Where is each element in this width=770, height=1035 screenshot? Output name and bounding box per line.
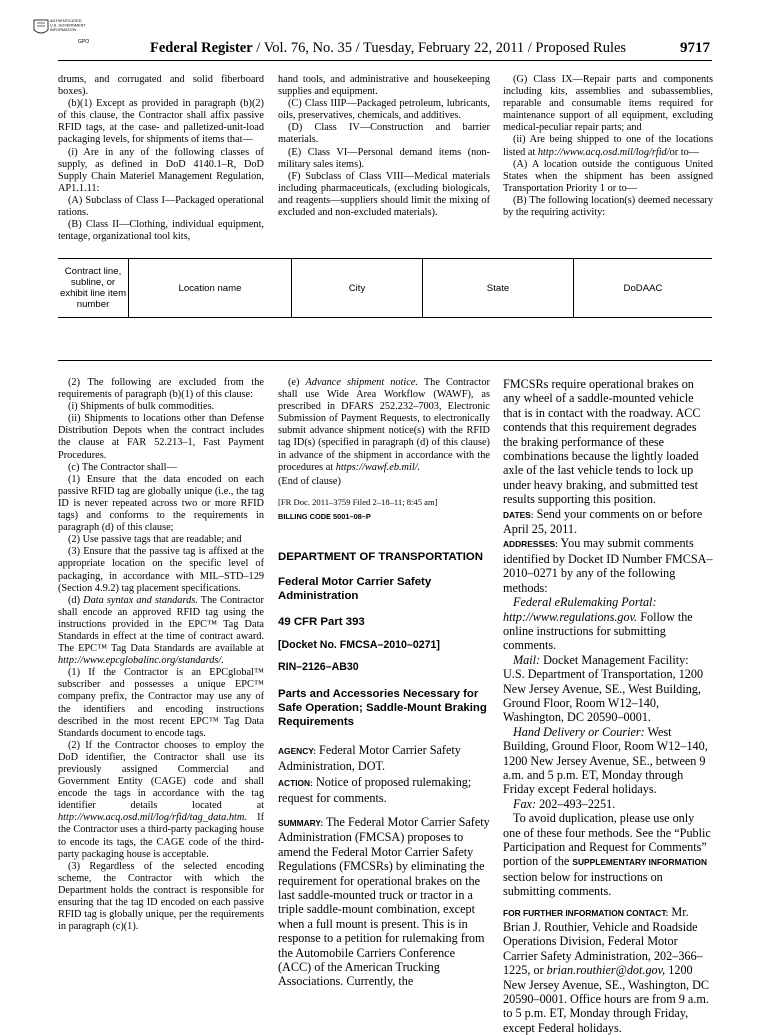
end-of-clause: (End of clause)	[278, 475, 341, 487]
paragraph: (i) Are in any of the following classes of supply, as defined in DoD 4140.1–R, DoD Supply Chain Materiel Management Regulation, AP1.1.11:	[58, 146, 264, 194]
paragraph: (A) Subclass of Class I—Packaged operational rations.	[58, 194, 264, 219]
text: Mr. Brian J. Routhier, Vehicle and Roadside Operations Division, Federal Motor Carrier Safety Administration, 202–366–1225, or	[503, 904, 703, 978]
text: (e)	[288, 377, 306, 388]
paragraph	[503, 653, 713, 725]
paragraph	[503, 725, 713, 797]
label: SUMMARY:	[278, 817, 324, 828]
paragraph: (ii) Shipments to locations other than Defense Distribution Depots when the contract includes the clause at FAR 52.213–1, Fast Payment Procedures.	[58, 413, 264, 461]
bottom-column-1	[58, 377, 264, 933]
text: You may submit comments identified by Docket ID Number FMCSA–2010–0271 by any of the following methods:	[503, 536, 713, 595]
paragraph: (2) Use passive tags that are readable; and	[68, 534, 242, 546]
table-header-line-item: Contract line, subline, or exhibit line item number	[59, 266, 127, 310]
text: (d)	[68, 594, 84, 606]
journal-name: Federal Register	[150, 40, 253, 56]
text: 1200 New Jersey Avenue, SE., Washington, DC 20590–0001. Office hours are from 9 a.m. to 5 p.m. ET, Monday through Friday, except Federal holidays.	[503, 963, 710, 1035]
label: DATES:	[503, 509, 534, 520]
seal-line: GPO	[78, 39, 90, 45]
table-header-location: Location name	[178, 282, 242, 294]
top-column-3	[503, 74, 713, 219]
text: Federal Motor Carrier Safety Administration, DOT.	[278, 743, 461, 773]
table-bottom-rule	[58, 360, 712, 361]
paragraph: (E) Class VI—Personal demand items (non-military sales items).	[278, 146, 490, 170]
billing-code: BILLING CODE 5001–08–P	[278, 511, 371, 521]
text: If the Contractor uses a third-party packaging house to encode its tags, the CAGE code of the third-party packaging house is acceptable.	[58, 812, 264, 860]
page-number: 9717	[680, 40, 710, 56]
action-block	[278, 775, 490, 805]
text: The Federal Motor Carrier Safety Administration (FMCSA) proposes to amend the Federal Motor Carrier Safety Regulations (FMCSRs) by eliminating the requirement for operational brakes on the last saddle-mounted truck or tractor in a triple saddle-mount combination, except when a full mount is present. This is in response to a petition for rulemaking from the Automobile Carriers Conference (ACC) of the American Trucking Associations. Currently, the	[278, 814, 490, 989]
text: (ii) Are being shipped to one of the locations listed at	[503, 134, 713, 158]
paragraph: (C) Class IIIP—Packaged petroleum, lubricants, oils, preservatives, chemicals, and additives.	[278, 98, 490, 122]
paragraph: (1) Ensure that the data encoded on each passive RFID tag are globally unique (i.e., the tag ID is never repeated across two or more RFID tags) and conforms to the requirements in paragraph (d) of this clause;	[58, 473, 264, 534]
text: section below for instructions on submitting comments.	[503, 869, 663, 899]
paragraph: (i) Shipments of bulk commodities.	[68, 401, 215, 413]
italic-heading: Advance shipment notice.	[305, 377, 418, 388]
label: AGENCY:	[278, 746, 316, 757]
running-header	[150, 40, 710, 60]
paragraph	[503, 134, 713, 158]
dates-block	[503, 507, 713, 537]
docket-heading: [Docket No. FMCSA–2010–0271]	[278, 638, 440, 651]
rule-title: Parts and Accessories Necessary for Safe Operation; Saddle-Mount Braking Requirements	[278, 688, 487, 729]
contact-block	[503, 905, 713, 1035]
paragraph	[503, 811, 713, 898]
cfr-heading: 49 CFR Part 393	[278, 615, 365, 628]
label: ADDRESSES:	[503, 539, 558, 550]
paragraph: (2) The following are excluded from the requirements of paragraph (b)(1) of this clause:	[58, 377, 264, 401]
gpo-authentication-seal	[30, 16, 92, 46]
addresses-block	[503, 536, 713, 595]
agency-block	[278, 743, 490, 773]
label: SUPPLEMENTARY INFORMATION	[572, 857, 708, 868]
paragraph: (B) The following location(s) deemed necessary by the requiring activity:	[503, 194, 713, 219]
text: Follow the online instructions for submitting comments.	[503, 609, 693, 653]
agency-heading: Federal Motor Carrier Safety Administration	[278, 575, 432, 602]
wawf-link[interactable]: https://wawf.eb.mil/.	[335, 461, 421, 473]
text: To avoid duplication, please use only one of these four methods. See the “Public Participation and Request for Comments” portion of the	[503, 811, 711, 869]
tag-data-link[interactable]: http://www.acq.osd.mil/log/rfid/tag_data.htm.	[58, 812, 247, 824]
bottom-column-2	[278, 377, 490, 989]
fr-doc: [FR Doc. 2011–3759 Filed 2–18–11; 8:45 am]	[278, 496, 438, 507]
italic-label: Fax:	[513, 796, 537, 811]
paragraph	[58, 740, 264, 861]
paragraph	[503, 797, 713, 811]
paragraph: FMCSRs require operational brakes on any wheel of a saddle-mounted vehicle that is in contact with the roadway. ACC contends that this requirement degrades the braking performance of these combinations because the lightly loaded axle of the last vehicle tends to lock up under heavy braking, and submitted test results supporting this position.	[503, 377, 701, 507]
issue-info: / Vol. 76, No. 35 / Tuesday, February 22, 2011 / Proposed Rules	[252, 40, 627, 56]
running-head	[150, 40, 626, 57]
top-column-1	[58, 74, 264, 243]
summary-block	[278, 815, 490, 989]
italic-label: Mail:	[513, 652, 541, 667]
email-link[interactable]: brian.routhier@dot.gov,	[546, 963, 666, 978]
location-table	[58, 258, 712, 318]
paragraph: (c) The Contractor shall—	[68, 461, 177, 473]
text: Send your comments on or before April 25, 2011.	[503, 506, 703, 537]
department-heading: DEPARTMENT OF TRANSPORTATION	[278, 550, 484, 563]
text: The Contractor shall use Wide Area Workflow (WAWF), as prescribed in DFARS 252.232–7003, Electronic Submission of Payment Requests, to electronically submit advance shipment notice(s) with the RFID tag ID(s) (specified in paragraph (d) of this clause) in advance of the shipment in accordance with the procedures at	[278, 377, 490, 473]
text: Docket Management Facility: U.S. Department of Transportation, 1200 New Jersey Avenue, SE., West Building, Ground Floor, Room W12–140, Washington, DC 20590–0001.	[503, 652, 704, 725]
table-header-state: State	[486, 282, 510, 294]
epc-standards-link[interactable]: http://www.epcglobalinc.org/standards/.	[58, 655, 224, 667]
label: FOR FURTHER INFORMATION CONTACT:	[503, 907, 669, 918]
paragraph: (B) Class II—Clothing, individual equipment, tentage, organizational tool kits,	[58, 219, 264, 243]
text: (2) If the Contractor chooses to employ the DoD identifier, the Contractor shall use its previously assigned Commercial and Government Entity (CAGE) code and shall encode the tags in accordance with the tag identifier details located at	[58, 739, 264, 812]
text: The Contractor shall encode an approved RFID tag using the instructions provided in the EPC™ Tag Data Standards in effect at the time of contract award. The EPC™ Tag Data Standards are available at	[58, 594, 264, 655]
seal-line: AUTHENTICATED	[50, 19, 82, 23]
paragraph: (G) Class IX—Repair parts and components including kits, assemblies and subassemblies, reparable and consumable items required for maintenance support of all equipment, excluding medical-peculiar repair parts; and	[503, 74, 713, 134]
seal-line: U.S. GOVERNMENT	[50, 23, 86, 28]
paragraph	[278, 377, 490, 474]
bottom-column-3	[503, 377, 713, 1035]
paragraph: (1) If the Contractor is an EPCglobal™ subscriber and possesses a unique EPC™ company prefix, the Contractor may use any of the identifiers and encoding instructions described in the most recent EPC™ Tag Data Standards document to encode tags.	[58, 667, 264, 739]
paragraph	[503, 595, 713, 653]
top-column-2	[278, 74, 490, 219]
paragraph: (3) Ensure that the passive tag is affixed at the appropriate location on the specific level of packaging, in accordance with MIL–STD–129 (Section 4.9.2) tag placement specifications.	[58, 546, 264, 594]
erulemaking-link[interactable]: Federal eRulemaking Portal: http://www.regulations.gov.	[503, 595, 657, 624]
italic-heading: Data syntax and standards.	[83, 594, 198, 606]
paragraph: (A) A location outside the contiguous United States when the shipment has been assigned Transportation Priority 1 or to—	[503, 158, 713, 194]
text: Notice of proposed rulemaking; request for comments.	[278, 775, 472, 805]
paragraph: (3) Regardless of the selected encoding scheme, the Contractor with which the Department holds the contract is responsible for ensuring that the tag ID encoded on each passive RFID tag is globally unique, per the requirements in paragraph (c)(1).	[58, 860, 264, 933]
header-rule	[58, 60, 712, 61]
table-header-dodaac: DoDAAC	[623, 282, 663, 294]
paragraph: (F) Subclass of Class VIII—Medical materials including pharmaceuticals, (excluding biologicals, and reagents—suppliers should limit the mixing of excluded and non-excluded materials).	[278, 170, 490, 219]
rfid-link[interactable]: http://www.acq.osd.mil/log/rfid/	[537, 146, 670, 158]
text: 202–493–2251.	[536, 796, 616, 811]
italic-label: Hand Delivery or Courier:	[513, 724, 645, 739]
text: West Building, Ground Floor, Room W12–140, 1200 New Jersey Avenue, SE., between 9 a.m. and 5 p.m. ET, Monday through Friday except Federal holidays.	[503, 724, 708, 797]
paragraph: (b)(1) Except as provided in paragraph (b)(2) of this clause, the Contractor shall affix passive RFID tags, at the case- and palletized-unit-load packaging levels, for shipments of items that—	[58, 98, 264, 146]
paragraph: drums, and corrugated and solid fiberboard boxes).	[58, 74, 264, 98]
label: ACTION:	[278, 778, 313, 789]
text: or to—	[669, 146, 700, 158]
paragraph: (D) Class IV—Construction and barrier materials.	[278, 122, 490, 146]
seal-line: INFORMATION	[50, 28, 77, 32]
table-header-city: City	[348, 282, 366, 294]
paragraph	[58, 595, 264, 668]
rin-heading: RIN–2126–AB30	[278, 661, 359, 674]
paragraph: hand tools, and administrative and housekeeping supplies and equipment.	[278, 74, 490, 98]
